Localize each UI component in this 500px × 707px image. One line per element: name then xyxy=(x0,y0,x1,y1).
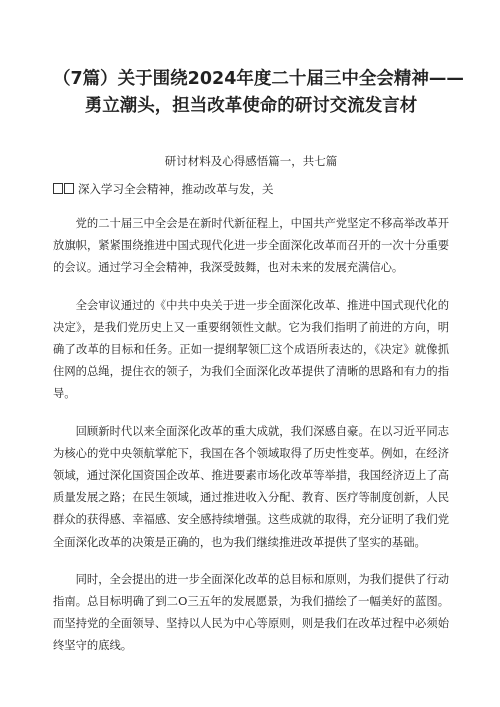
document-title xyxy=(53,66,464,120)
missing-glyph-icon xyxy=(53,181,77,193)
section-heading xyxy=(53,180,449,198)
title-line-1: （7篇）关于围绕2024年度二十届三中全会精神—— xyxy=(53,69,464,89)
paragraph-4: 同时，全会提出的进一步全面深化改革的总目标和原则，为我们提供了行动指南。总目标明确了到二O三五年的发展愿景，为我们描绘了一幅美好的蓝图。而坚持党的全面领导、坚持以人民为中心等原则，则是我们在改革过程中必须始终坚守的底线。 xyxy=(53,572,449,653)
title-line-2: 勇立潮头，担当改革使命的研讨交流发言材 xyxy=(84,96,418,116)
paragraph-1: 党的二十届三中全会是在新时代新征程上，中国共产党坚定不移高举改革开放旗帜，紧紧围绕推进中国式现代化进一步全面深化改革而召开的一次十分重要的会议。通过学习全会精神，我深受鼓舞，也对未来的发展充满信心。 xyxy=(53,217,449,275)
paragraph-2: 全会审议通过的《中共中央关于进一步全面深化改革、推进中国式现代化的决定》，是我们党历史上又一重要纲领性文献。它为我们指明了前进的方向，明确了改革的目标和任务。正如一提纲挈领匚这个成语所表达的，《决定》就像抓住网的总绳，提住衣的领子，为我们全面深化改革提供了清晰的思路和有力的指导。 xyxy=(53,298,449,401)
section-heading-text: 深入学习全会精神，推动改革与发，关 xyxy=(78,182,274,196)
document-subtitle: 研讨材料及心得感悟篇一，共七篇 xyxy=(164,154,338,168)
paragraph-3: 回顾新时代以来全面深化改革的重大成就，我们深感自豪。在以习近平同志为核心的党中央领航掌舵下，我国在各个领域取得了历史性变革。例如，在经济领域，通过深化国资国企改革、推进要素市场化改革等举措，我国经济迈上了高质量发展之路；在民生领域，通过推进收入分配、教育、医疗等制度创新，人民群众的获得感、幸福感、安全感持续增强。这些成就的取得，充分证明了我们党全面深化改革的决策是正确的，也为我们继续推进改革提供了坚实的基础。 xyxy=(53,424,449,549)
